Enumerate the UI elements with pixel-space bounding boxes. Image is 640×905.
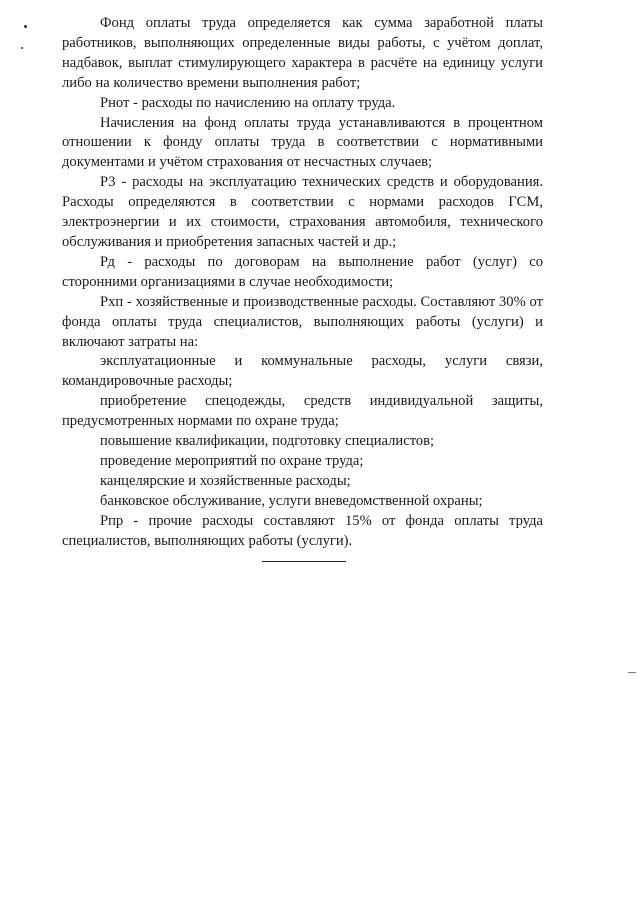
paragraph-rpr: Рпр - прочие расходы составляют 15% от фонда оплаты труда специалистов, выполняющих работы (услуги).: [62, 512, 543, 549]
document-body: [62, 14, 543, 551]
scan-dot-mark: [24, 25, 27, 28]
paragraph-rd: Рд - расходы по договорам на выполнение работ (услуг) со сторонними организациями в случае необходимости;: [62, 253, 543, 290]
margin-mark: [628, 672, 636, 673]
paragraph-accruals: Начисления на фонд оплаты труда устанавливаются в процентном отношении к фонду оплаты труда в соответствии с нормативными документами и учётом страхования от несчастных случаев;: [62, 114, 543, 171]
paragraph-rnot: Рнот - расходы по начислению на оплату труда.: [100, 94, 396, 111]
list-item-qualification: повышение квалификации, подготовку специалистов;: [100, 433, 435, 450]
list-item-operating-expenses: эксплуатационные и коммунальные расходы, услуги связи, командировочные расходы;: [62, 353, 543, 390]
closing-divider-line: [262, 561, 346, 562]
paragraph-r3: Р3 - расходы на эксплуатацию технических средств и оборудования. Расходы определяются в соответствии с нормами расходов ГСМ, электроэнергии и их стоимости, страхования автомобиля, технического обслуживания и приобретения запасных частей и др.;: [62, 174, 543, 250]
list-item-office-expenses: канцелярские и хозяйственные расходы;: [100, 472, 351, 489]
list-item-protective-clothing: приобретение спецодежды, средств индивидуальной защиты, предусмотренных нормами по охране труда;: [62, 393, 543, 430]
paragraph-wage-fund: Фонд оплаты труда определяется как сумма заработной платы работников, выполняющих определенные виды работы, с учётом доплат, надбавок, выплат стимулирующего характера в расчёте на единицу услуги либо на количество времени выполнения работ;: [62, 15, 543, 91]
list-item-banking-security: банковское обслуживание, услуги вневедомственной охраны;: [100, 492, 483, 509]
list-item-labor-safety: проведение мероприятий по охране труда;: [100, 452, 364, 469]
paragraph-rhp: Рхп - хозяйственные и производственные расходы. Составляют 30% от фонда оплаты труда специалистов, выполняющих работы (услуги) и включают затраты на:: [62, 293, 543, 350]
scan-dot-mark: [21, 47, 23, 49]
